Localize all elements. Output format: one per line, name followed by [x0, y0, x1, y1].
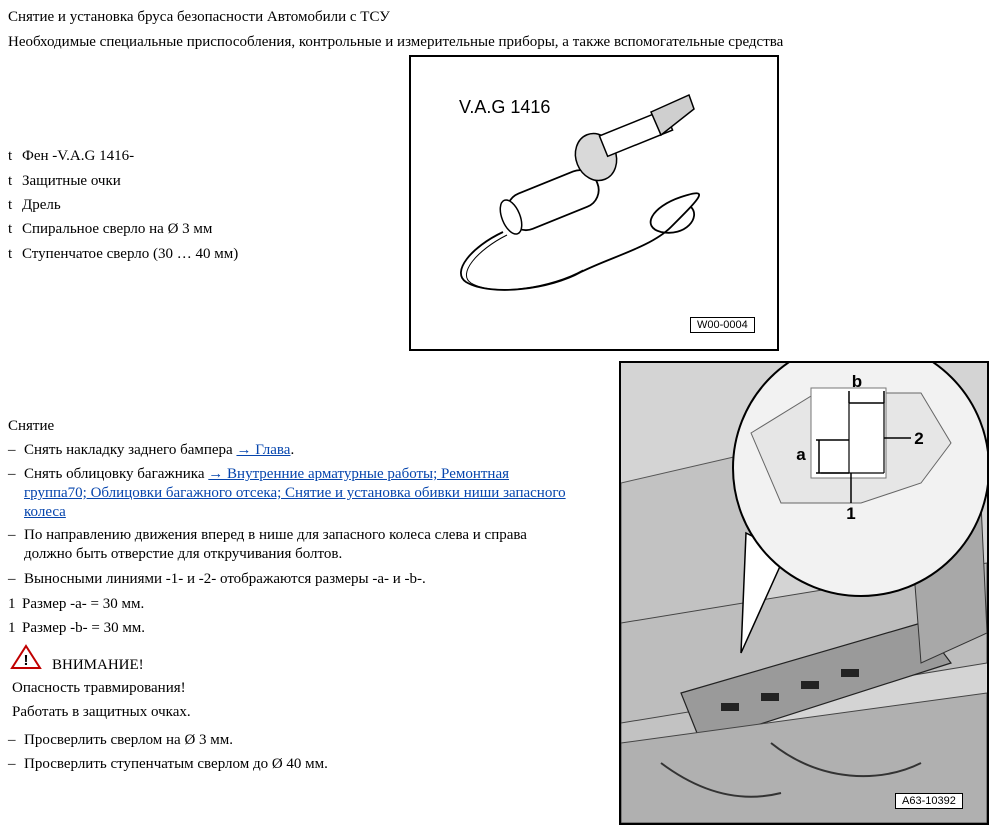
chapter-link[interactable]: → Глава [236, 442, 291, 458]
list-item: t Спиральное сверло на Ø 3 мм [8, 221, 213, 237]
figure-code: W00-0004 [690, 317, 755, 333]
list-item: t Дрель [8, 197, 61, 213]
list-item: t Ступенчатое сверло (30 … 40 мм) [8, 246, 239, 262]
warning-line: Работать в защитных очках. [12, 704, 191, 720]
step-remove-bumper-trim: – Снять накладку заднего бампера → Глава. [8, 442, 295, 458]
page-title: Снятие и установка бруса безопасности Автомобили с ТСУ [8, 9, 390, 25]
heat-gun-figure [409, 55, 779, 351]
step-drill-40mm: – Просверлить ступенчатым сверлом до Ø 40 мм. [8, 756, 328, 772]
step-remove-trunk-trim: – Снять облицовку багажника → Внутренние арматурные работы; Ремонтная [8, 466, 510, 482]
callout-a: a [796, 445, 806, 464]
dimension-b: 1 Размер -b- = 30 мм. [8, 620, 146, 636]
warning-icon [10, 644, 42, 670]
step-spare-wheel-hole: – По направлению движения вперед в нише для запасного колеса слева и справа [8, 527, 527, 543]
step-remove-trunk-trim-cont [24, 485, 566, 502]
spare-wheel-niche-drawing [621, 363, 987, 823]
trim-link-end[interactable]: колеса [24, 504, 66, 520]
spare-wheel-niche-figure [619, 361, 989, 825]
step-drill-3mm: – Просверлить сверлом на Ø 3 мм. [8, 732, 234, 748]
trim-link[interactable]: → Внутренние арматурные работы; Ремонтная [208, 466, 510, 482]
list-item: t Защитные очки [8, 173, 121, 189]
page-subtitle: Необходимые специальные приспособления, контрольные и измерительные приборы, а также вспомогательные средства [8, 34, 784, 50]
list-item: t Фен -V.A.G 1416- [8, 148, 135, 164]
step-remove-trunk-trim-cont2 [24, 504, 66, 521]
figure-caption: V.A.G 1416 [459, 97, 551, 117]
figure-code: A63-10392 [895, 793, 963, 809]
heat-gun-drawing [411, 57, 777, 349]
warning-line: Опасность травмирования! [12, 680, 186, 696]
callout-1: 1 [846, 504, 856, 523]
trim-link-cont[interactable]: группа70; Облицовки багажного отсека; Снятие и установка обивки ниши запасного [24, 485, 566, 501]
section-heading: Снятие [8, 418, 55, 434]
warning-title: ВНИМАНИЕ! [52, 657, 144, 673]
svg-text:!: ! [23, 652, 29, 669]
dimension-a: 1 Размер -a- = 30 мм. [8, 596, 145, 612]
callout-2: 2 [914, 429, 924, 448]
step-spare-wheel-hole-cont: должно быть отверстие для откручивания болтов. [24, 546, 343, 562]
callout-b: b [851, 372, 863, 391]
step-dimension-lines: – Выносными линиями -1- и -2- отображаются размеры -a- и -b-. [8, 571, 426, 587]
